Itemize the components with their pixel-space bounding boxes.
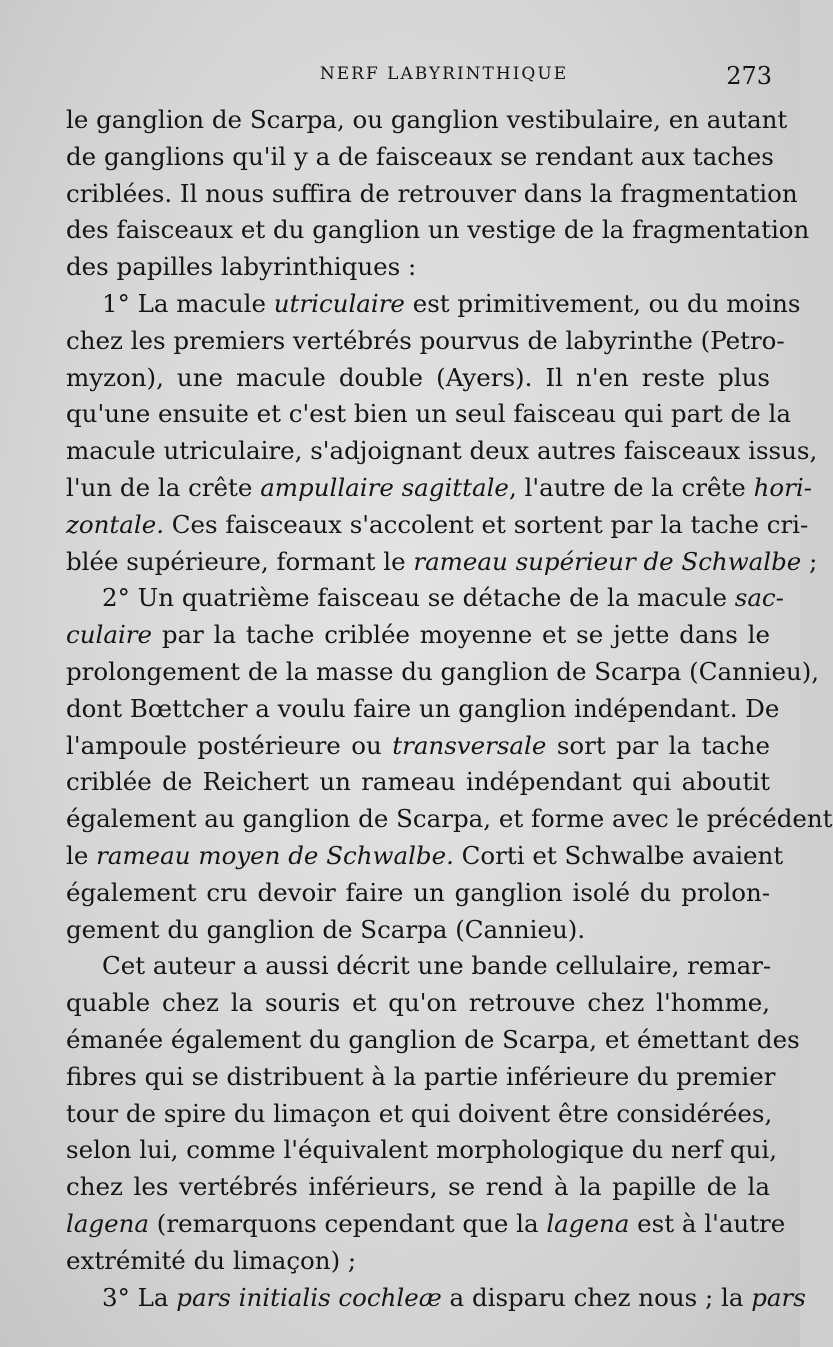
page-number: 273 [726, 62, 772, 90]
text-line: chez les vertébrés inférieurs, se rend à la papille de la [66, 1172, 770, 1202]
text-line: des faisceaux et du ganglion un vestige de la fragmentation [66, 215, 810, 245]
text-line: quable chez la souris et qu'on retrouve chez l'homme, [66, 988, 770, 1018]
text-line: émanée également du ganglion de Scarpa, et émettant des [66, 1024, 800, 1054]
text-line: des papilles labyrinthiques : [66, 252, 417, 282]
text-line: selon lui, comme l'équivalent morphologique du nerf qui, [66, 1135, 777, 1165]
running-title: NERF LABYRINTHIQUE [319, 64, 569, 84]
text-line: prolongement de la masse du ganglion de Scarpa (Cannieu), [66, 656, 820, 686]
text-line: de ganglions qu'il y a de faisceaux se rendant aux taches [66, 141, 774, 171]
text-line: également au ganglion de Scarpa, et forme avec le précédent [66, 804, 833, 834]
text-line: lagena (remarquons cependant que la lagena est à l'autre [66, 1208, 786, 1238]
text-line: Cet auteur a aussi décrit une bande cellulaire, remar- [102, 951, 772, 981]
text-line: l'ampoule postérieure ou transversale sort par la tache [66, 730, 770, 760]
text-line: le ganglion de Scarpa, ou ganglion vestibulaire, en autant [66, 105, 788, 134]
text-line: l'un de la crête ampullaire sagittale, l'autre de la crête hori- [66, 472, 812, 502]
text-line: 1° La macule utriculaire est primitivement, ou du moins [102, 288, 801, 318]
text-line: myzon), une macule double (Ayers). Il n'en reste plus [66, 362, 770, 392]
page-header [66, 62, 772, 90]
text-line: 3° La pars initialis cochleæ a disparu chez nous ; la pars [102, 1282, 806, 1312]
text-line: fibres qui se distribuent à la partie inférieure du premier [66, 1061, 776, 1091]
text-line: dont Bœttcher a voulu faire un ganglion indépendant. De [66, 693, 780, 723]
text-line: macule utriculaire, s'adjoignant deux autres faisceaux issus, [66, 436, 818, 466]
text-line: culaire par la tache criblée moyenne et se jette dans le [66, 620, 770, 650]
text-line: extrémité du limaçon) ; [66, 1245, 357, 1275]
text-line: zontale. Ces faisceaux s'accolent et sortent par la tache cri- [66, 509, 809, 539]
text-line: qu'une ensuite et c'est bien un seul faisceau qui part de la [66, 399, 791, 429]
text-line: criblées. Il nous suffira de retrouver dans la fragmentation [66, 178, 798, 208]
text-line: blée supérieure, formant le rameau supérieur de Schwalbe ; [66, 546, 818, 576]
text-line: tour de spire du limaçon et qui doivent être considérées, [66, 1098, 773, 1128]
text-line: 2° Un quatrième faisceau se détache de la macule sac- [102, 583, 784, 613]
body-text [66, 102, 833, 1316]
text-line: criblée de Reichert un rameau indépendant qui aboutit [66, 767, 770, 797]
text-line: le rameau moyen de Schwalbe. Corti et Schwalbe avaient [66, 840, 784, 870]
text-line: chez les premiers vertébrés pourvus de labyrinthe (Petro- [66, 325, 785, 355]
text-line: également cru devoir faire un ganglion isolé du prolon- [66, 877, 770, 907]
text-line: gement du ganglion de Scarpa (Cannieu). [66, 914, 586, 944]
